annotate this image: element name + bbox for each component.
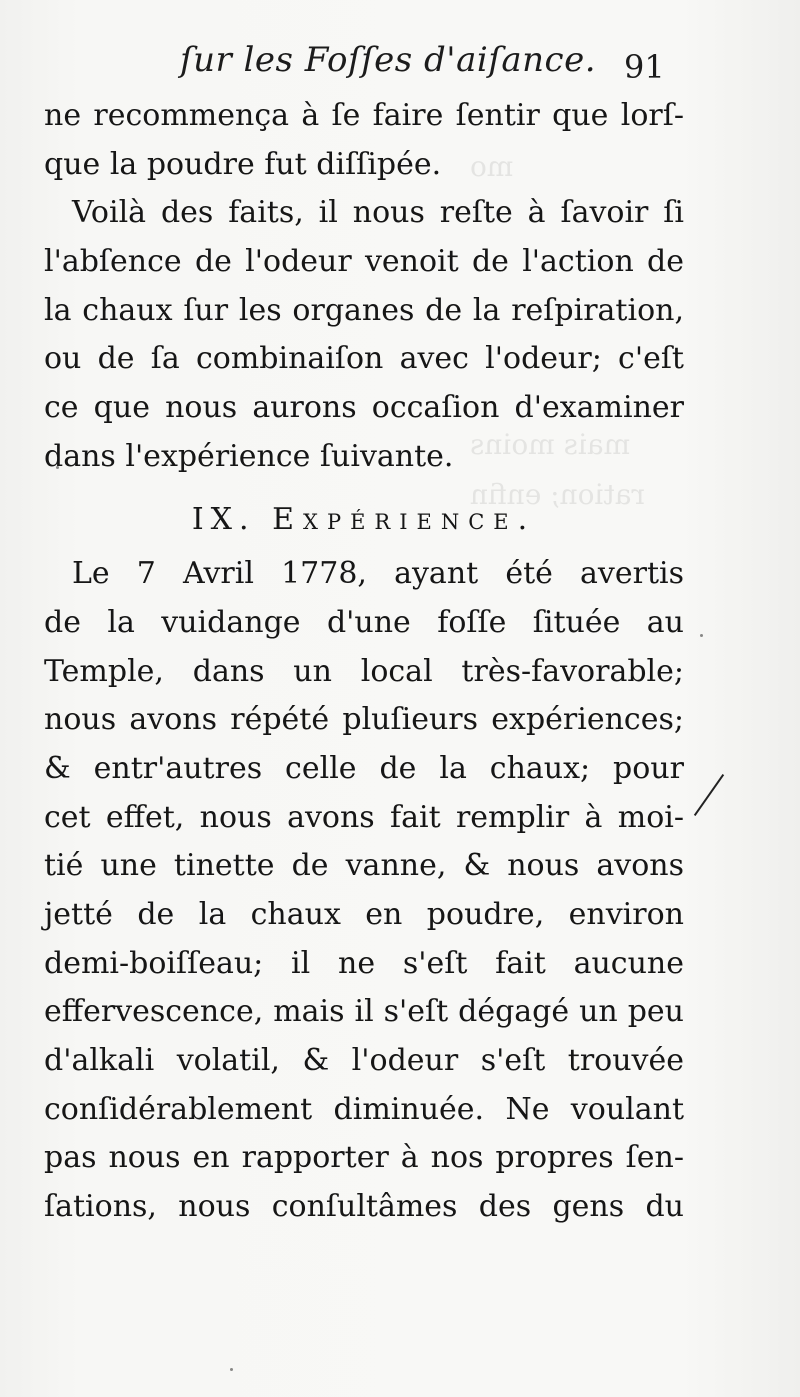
ink-speck	[700, 634, 703, 637]
text-line: cet effet, nous avons fait remplir à moi-	[44, 799, 684, 835]
text-line: d'alkali volatil, & l'odeur s'eſt trouvée	[44, 1043, 684, 1079]
text-line: ce que nous aurons occaſion d'examiner	[44, 390, 684, 426]
running-title: ſur les Foſſes d'aiſance.	[180, 40, 597, 80]
paragraph-start-line: Le 7 Avril 1778, ayant été avertis	[72, 556, 684, 592]
text-line: pas nous en rapporter à nos propres ſen-	[44, 1140, 684, 1176]
show-through-decoration: mo	[470, 150, 514, 183]
text-line: conſidérablement diminuée. Ne voulant	[44, 1091, 684, 1127]
text-line: ou de ſa combinaiſon avec l'odeur; c'eſt	[44, 341, 684, 377]
section-heading	[44, 496, 684, 545]
text-line: nous avons répété pluſieurs expériences;	[44, 702, 684, 738]
text-line: dans l'expérience ſuivante.	[44, 438, 454, 474]
show-through-decoration: ration; enfin	[470, 478, 645, 511]
page-number: 91	[624, 48, 665, 86]
paragraph-start-line: Voilà des faits, il nous reſte à ſavoir ſi	[72, 195, 684, 231]
section-title: Expérience.	[272, 501, 537, 537]
text-line: & entr'autres celle de la chaux; pour	[44, 750, 684, 786]
text-line: demi-boiſſeau; il ne s'eſt fait aucune	[44, 945, 684, 981]
text-line: l'abſence de l'odeur venoit de l'action de	[44, 244, 684, 280]
pen-mark	[694, 774, 724, 816]
text-line: jetté de la chaux en poudre, environ	[44, 897, 684, 932]
text-line: ne recommença à ſe faire ſentir que lorſ-	[44, 98, 684, 133]
body-text	[44, 92, 684, 1232]
text-line: tié une tinette de vanne, & nous avons	[44, 848, 684, 884]
text-line: ſations, nous conſultâmes des gens du	[44, 1189, 684, 1225]
text-line: effervescence, mais il s'eſt dégagé un peu	[44, 994, 684, 1030]
section-numeral: IX.	[191, 501, 256, 537]
show-through-decoration: mais moins	[470, 428, 631, 461]
text-line: Temple, dans un local très-favorable;	[44, 653, 684, 689]
text-line: de la vuidange d'une foſſe ſituée au	[44, 604, 684, 640]
ink-speck	[230, 1368, 233, 1371]
text-line: la chaux ſur les organes de la reſpiration,	[44, 292, 684, 328]
text-line: que la poudre fut diſſipée.	[44, 146, 442, 182]
